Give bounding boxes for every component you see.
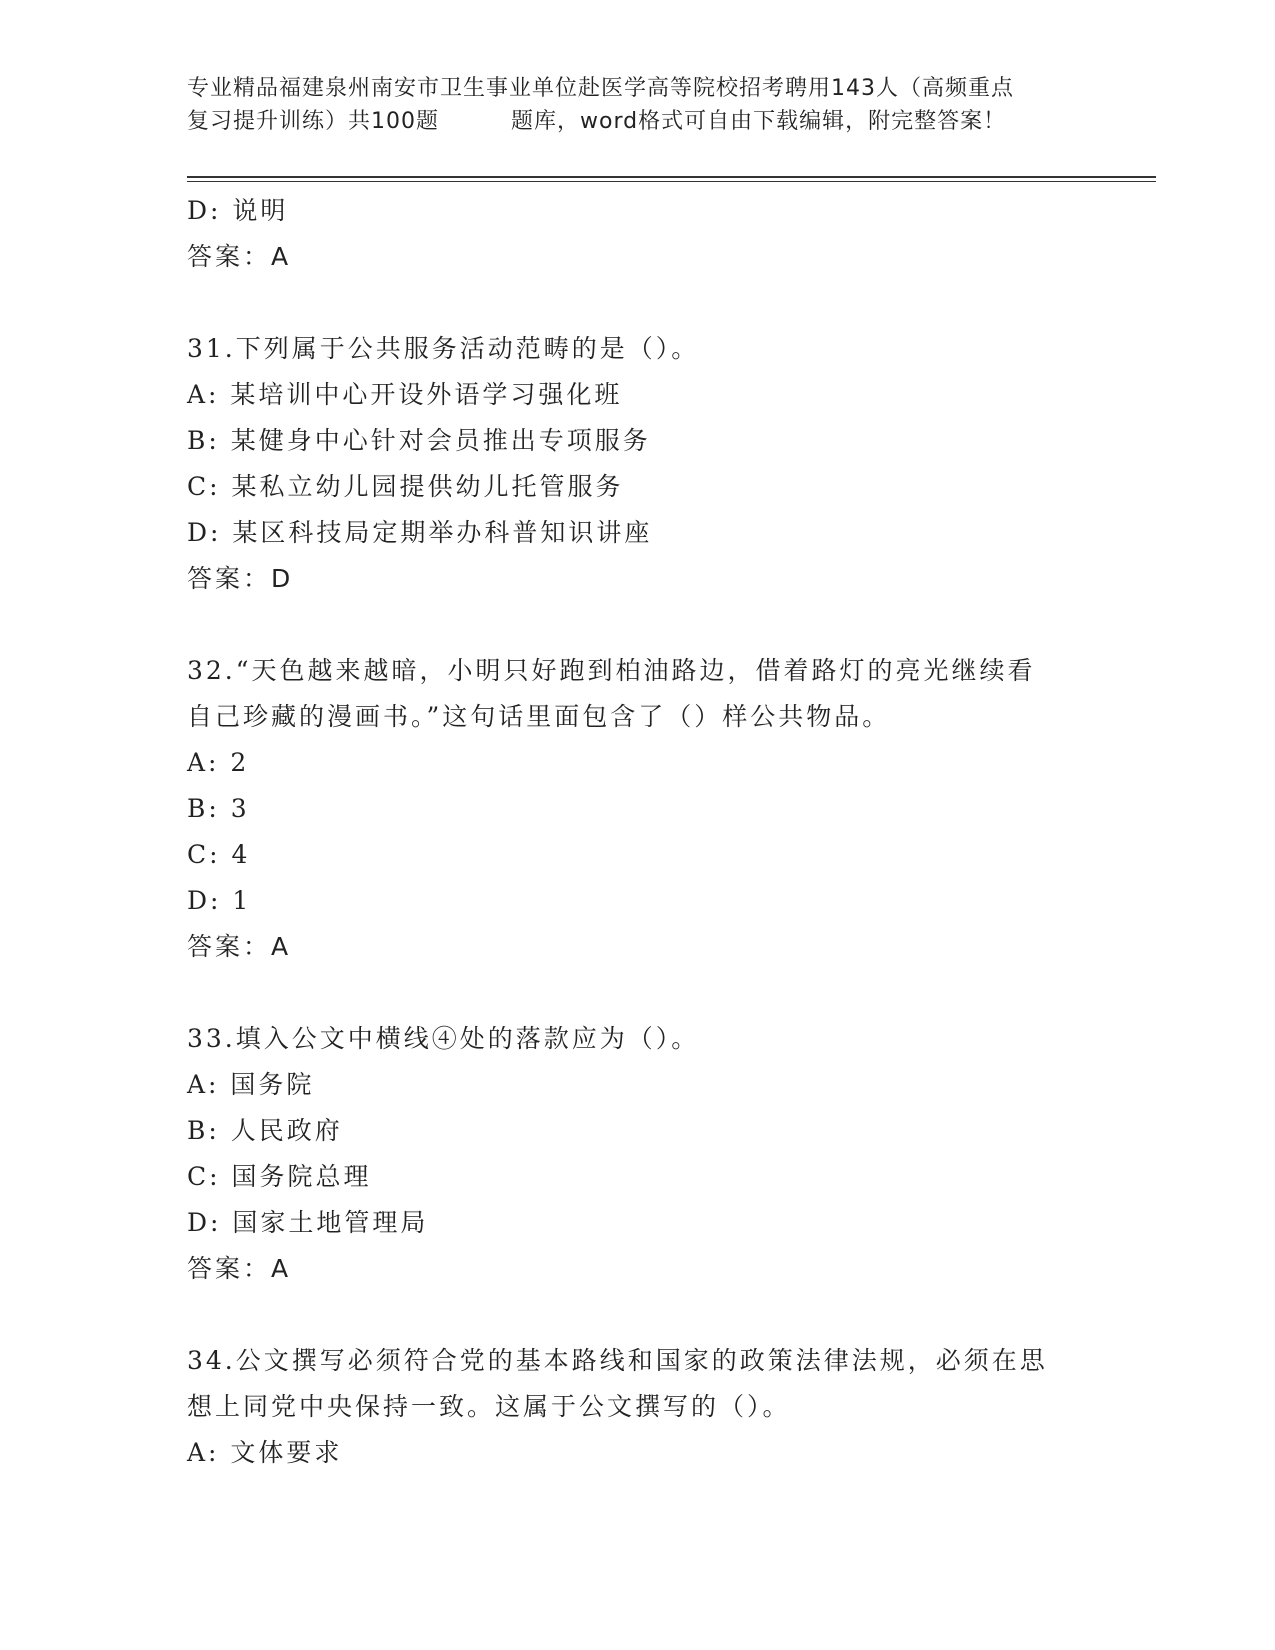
page-header	[187, 72, 1107, 138]
question-stem-line2: 自己珍藏的漫画书。”这句话里面包含了（）样公共物品。	[187, 702, 891, 731]
question-34	[187, 1338, 1087, 1476]
header-title-line2	[187, 105, 1107, 138]
option-a: A: 某培训中心开设外语学习强化班	[187, 380, 623, 409]
option-a: A: 2	[187, 748, 250, 777]
option-d: D: 国家土地管理局	[187, 1208, 429, 1237]
option-b: B: 人民政府	[187, 1116, 343, 1145]
answer-label: 答案：A	[187, 242, 292, 271]
question-stem: 33.填入公文中横线④处的落款应为（）。	[187, 1024, 700, 1053]
answer-label: 答案：A	[187, 1254, 292, 1283]
option-b: B: 3	[187, 794, 250, 823]
question-stem-line1: 34.公文撰写必须符合党的基本路线和国家的政策法律法规，必须在思	[187, 1346, 1048, 1375]
header-title-line2-part1: 复习提升训练）共100题	[187, 109, 439, 134]
question-30-tail	[187, 188, 1087, 280]
header-title-line2-part2: 题库，word格式可自由下载编辑，附完整答案！	[511, 109, 1007, 134]
option-c: C: 4	[187, 840, 251, 869]
answer-label: 答案：A	[187, 932, 292, 961]
question-stem: 31.下列属于公共服务活动范畴的是（）。	[187, 334, 700, 363]
question-list	[187, 188, 1087, 1476]
option-d: D: 说明	[187, 196, 289, 225]
header-rule-thick	[187, 176, 1156, 178]
option-b: B: 某健身中心针对会员推出专项服务	[187, 426, 651, 455]
question-33	[187, 1016, 1087, 1292]
header-rule-thin	[187, 181, 1156, 182]
option-c: C: 某私立幼儿园提供幼儿托管服务	[187, 472, 624, 501]
header-title-line1: 专业精品福建泉州南安市卫生事业单位赴医学高等院校招考聘用143人（高频重点	[187, 76, 1014, 101]
option-d: D: 1	[187, 886, 252, 915]
question-stem-line1: 32.“天色越来越暗，小明只好跑到柏油路边，借着路灯的亮光继续看	[187, 656, 1036, 685]
question-31	[187, 326, 1087, 602]
answer-label: 答案：D	[187, 564, 294, 593]
question-32	[187, 648, 1087, 970]
option-d: D: 某区科技局定期举办科普知识讲座	[187, 518, 653, 547]
question-stem-line2: 想上同党中央保持一致。这属于公文撰写的（）。	[187, 1392, 791, 1421]
option-a: A: 文体要求	[187, 1438, 343, 1467]
option-a: A: 国务院	[187, 1070, 315, 1099]
option-c: C: 国务院总理	[187, 1162, 372, 1191]
